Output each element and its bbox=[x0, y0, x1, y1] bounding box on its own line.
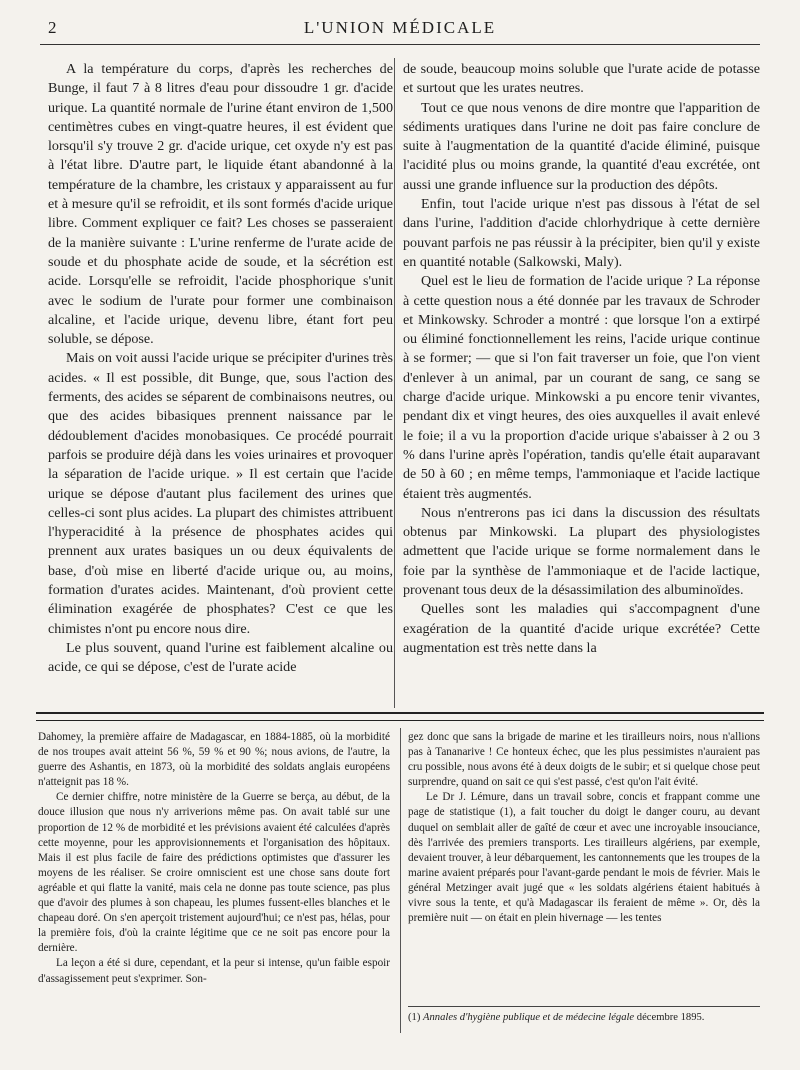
paragraph: Tout ce que nous venons de dire montre que l'apparition de sédiments uratiques dans l'urine ne doit pas faire conclure de suite à l'augmentation de la quantité d'acide éliminé, puisque l'acidité plus ou moins grande, la quantité d'eau excrétée, ont aussi une grande influence sur la production des dépôts. bbox=[403, 99, 760, 193]
paragraph: Dahomey, la première affaire de Madagascar, en 1884-1885, où la morbidité de nos troupes avait atteint 56 %, 59 % et 90 %; nous avions, de l'autre, la guerre des Ashantis, en 1873, où la morbidité des soldats anglais européens n'atteignit pas 18 %. bbox=[38, 731, 390, 789]
feuilleton-left-column bbox=[38, 730, 390, 987]
paragraph: Enfin, tout l'acide urique n'est pas dissous à l'état de sel dans l'urine, l'addition d'acide chlorhydrique à cette dernière pouvant parfois ne pas réussir à la précipiter, bien qu'il y existe en quantité notable (Salkowski, Maly). bbox=[403, 196, 760, 270]
footnote-title: Annales d'hygiène publique et de médecine légale bbox=[423, 1012, 635, 1023]
footnote bbox=[408, 1012, 760, 1025]
paragraph: Mais on voit aussi l'acide urique se précipiter d'urines très acides. « Il est possible, dit Bunge, que, sous l'action des ferments, des acides se séparent de combinaisons neutres, ou que des acides bibasiques prennent naissance par le dédoublement d'acides monobasiques. Ce procédé pourrait parfois se produire déjà dans les voies urinaires et provoquer la séparation de l'acide urique. » Il est certain que l'acide urique se dépose d'autant plus facilement des urines que celles-ci sont plus acides. La plupart des chimistes attribuent l'hyperacidité à la présence de phosphates acides qui prennent aux urates basiques un ou deux équivalents de base, d'où mise en liberté d'acide urique ou, au moins, formation d'urates acides. Maintenant, d'où provient cette élimination exagérée de phosphates? C'est ce que les chimistes n'ont pu encore nous dire. bbox=[48, 350, 393, 637]
footnote-divider bbox=[408, 1006, 760, 1007]
footnote-date: décembre 1895. bbox=[636, 1012, 705, 1023]
page-header bbox=[40, 14, 760, 45]
paragraph: de soude, beaucoup moins soluble que l'urate acide de potasse et surtout que les urates neutres. bbox=[403, 61, 760, 97]
paragraph: Quel est le lieu de formation de l'acide urique ? La réponse à cette question nous a été donnée par les travaux de Schroder et Minkowsky. Schroder a montré : que lorsque l'on a extirpé ou éliminé fonctionnellement les reins, l'acide urique continue à se former; — que si l'on fait traverser un foie, que l'on vient d'enlever à un animal, par un courant de sang, ce sang se charge d'acide urique. Minkowski a pu encore tenir vivantes, pendant dix et vingt heures, des oies auxquelles il avait enlevé le foie; il a vu la proportion d'acide urique s'abaisser à 2 ou 3 % dans l'urine après l'opération, tandis qu'elle était auparavant de 50 à 60 ; en même temps, l'ammoniaque et l'acide lactique étaient très augmentés. bbox=[403, 273, 760, 502]
column-divider bbox=[400, 728, 401, 1033]
feuilleton-divider bbox=[36, 712, 764, 721]
main-right-column bbox=[403, 60, 760, 658]
paragraph: Nous n'entrerons pas ici dans la discussion des résultats obtenus par Minkowski. La plupart des physiologistes admettent que l'acide urique se forme normalement dans le foie par la synthèse de l'ammoniaque et de l'acide lactique, provenant tous deux de la désassimilation des albuminoïdes. bbox=[403, 504, 760, 599]
paragraph: A la température du corps, d'après les recherches de Bunge, il faut 7 à 8 litres d'eau pour dissoudre 1 gr. d'acide urique. La quantité normale de l'urine étant environ de 1,500 centimètres cubes en vingt-quatre heures, il est évident que lorsqu'il s'y trouve 2 gr. d'acide urique, cet oxyde n'y est pas à l'état libre. D'autre part, le liquide étant abandonné à la température de la chambre, les cristaux y apparaissent au fur et à mesure qu'il se refroidit, et ils sont formés d'acide urique libre. Comment expliquer ce fait? Les choses se passeraient de la manière suivante : L'urine renferme de l'urate acide de soude et du phosphate acide de soude, et la sécrétion est acide. Lorsqu'elle se refroidit, l'acide phosphorique s'unit avec le sodium de l'urate pour former une combinaison alcaline, et l'acide urique, devenu libre, étant fort peu soluble, se dépose. bbox=[48, 61, 393, 348]
journal-title: L'UNION MÉDICALE bbox=[303, 18, 497, 37]
column-divider bbox=[394, 58, 395, 708]
paragraph: Le plus souvent, quand l'urine est faiblement alcaline ou acide, ce qui se dépose, c'est de l'urate acide bbox=[48, 639, 393, 676]
page-number: 2 bbox=[48, 18, 57, 37]
paragraph: Le Dr J. Lémure, dans un travail sobre, concis et frappant comme une page de statistique (1), a fait toucher du doigt le danger couru, au devant duquel on semblait aller de gaîté de cœur et avec une incroyable insouciance, dès l'arrivée des premiers transports. Les tirailleurs algériens, par exemple, devaient trouver, à leur débarquement, les cantonnements que les troupes de la marine avaient préparés pour l'avant-garde pendant le mois de février. Mais le général Metzinger avait jugé que « les soldats algériens étaient habitués à vivre sous la tente, et qu'à Madagascar ils feraient de même ». Or, dès la première nuit — on était en plein hivernage — les tentes bbox=[408, 791, 760, 925]
paragraph: Quelles sont les maladies qui s'accompagnent d'une exagération de la quantité d'acide urique excrétée? Cette augmentation est très nette dans la bbox=[403, 601, 760, 656]
paragraph: Ce dernier chiffre, notre ministère de la Guerre se berça, au début, de la douce illusion que nous n'y arriverions même pas. On avait tablé sur une proportion de 12 % de morbidité et les prévisions avaient été calculées d'après cette moyenne, pour les approvisionnements et l'organisation des hôpitaux. Mais il est plus facile de faire des prédictions optimistes que d'assurer les moyens de les réaliser. Se croire omniscient est une chose sans doute fort agréable et qui flatte la vanité, mais cela ne donne pas toute science, pas plus que d'avoir des plumes à son chapeau, les plumes fussent-elles blanches et le chapeau doré. On s'en aperçoit tristement aujourd'hui; ce n'est pas, hélas, pour la première fois, d'où la crainte légitime que ce ne soit pas encore pour la dernière. bbox=[38, 791, 390, 955]
main-left-column bbox=[48, 60, 393, 678]
footnote-marker: (1) bbox=[408, 1012, 421, 1023]
feuilleton-right-column bbox=[408, 730, 760, 926]
paragraph: gez donc que sans la brigade de marine et les tirailleurs noirs, nous n'allions pas à Tananarive ! Ce honteux échec, que les plus pessimistes n'auraient pas cru possible, nous avons été à deux doigts de le subir; et si quelque chose peut surprendre, quand on sait ce qui s'est passé, c'est qu'on l'ait évité. bbox=[408, 731, 760, 789]
paragraph: La leçon a été si dure, cependant, et la peur si intense, qu'un faible espoir d'assagissement peut s'exprimer. Son- bbox=[38, 957, 390, 985]
